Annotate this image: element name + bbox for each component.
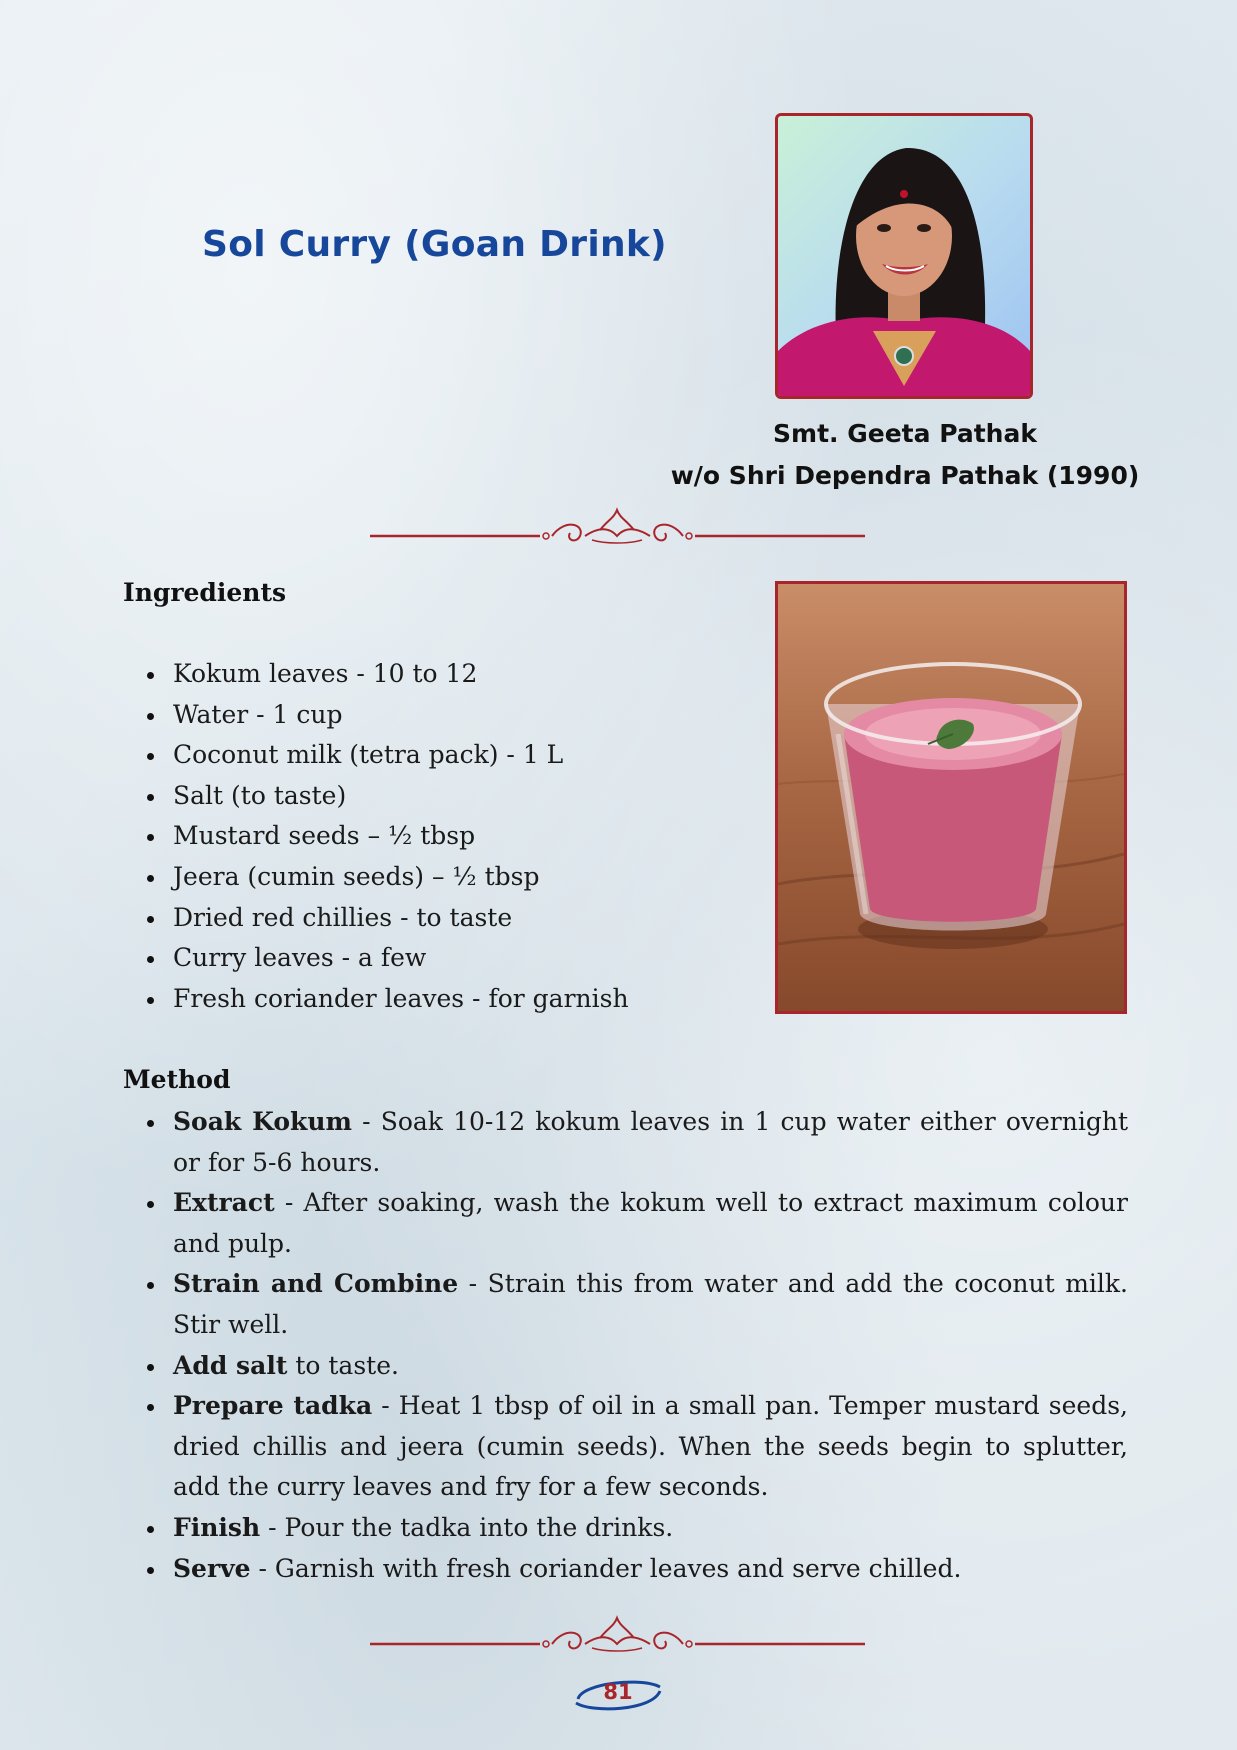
sol-curry-glass-illustration (778, 584, 1124, 1011)
method-step-text: - Garnish with fresh coriander leaves and serve chilled. (250, 1553, 962, 1583)
ingredients-heading: Ingredients (123, 578, 287, 607)
method-step-label: Serve (173, 1553, 251, 1583)
page-number: 81 (603, 1680, 633, 1704)
method-step (140, 1549, 1128, 1590)
method-step (140, 1183, 1128, 1264)
ingredient-item: Dried red chillies - to taste (140, 898, 760, 939)
method-step-label: Strain and Combine (173, 1269, 459, 1299)
ingredient-item: Curry leaves - a few (140, 938, 760, 979)
method-step (140, 1346, 1128, 1387)
method-step-label: Soak Kokum (173, 1107, 352, 1136)
recipe-title: Sol Curry (Goan Drink) (202, 224, 667, 265)
method-step (140, 1508, 1128, 1549)
author-portrait (775, 113, 1033, 399)
method-step-label: Finish (173, 1512, 261, 1542)
ingredient-item: Mustard seeds – ½ tbsp (140, 816, 760, 857)
method-step-text: to taste. (287, 1350, 399, 1380)
method-step (140, 1386, 1128, 1508)
ingredient-item: Salt (to taste) (140, 776, 760, 817)
method-step-text: - Heat 1 tbsp of oil in a small pan. Temper mustard seeds, dried chillis and jeera (cumin seeds). When the seeds begin to splutter, add the curry leaves and fry for a few seconds. (173, 1391, 1128, 1502)
ornamental-divider-icon (370, 506, 865, 546)
ingredient-item: Kokum leaves - 10 to 12 (140, 654, 760, 695)
method-step-text: - Strain this from water and add the coconut milk. Stir well. (173, 1269, 1128, 1339)
method-list (140, 1102, 1128, 1589)
author-relation: w/o Shri Dependra Pathak (1990) (670, 461, 1140, 490)
drink-photo (775, 581, 1127, 1014)
method-step-text: - After soaking, wash the kokum well to extract maximum colour and pulp. (173, 1188, 1128, 1258)
method-step-text: - Pour the tadka into the drinks. (260, 1512, 674, 1542)
method-step (140, 1264, 1128, 1345)
ingredient-item: Fresh coriander leaves - for garnish (140, 979, 760, 1020)
ingredient-item: Water - 1 cup (140, 695, 760, 736)
method-step-label: Prepare tadka (173, 1391, 373, 1421)
method-step-label: Extract (173, 1188, 275, 1218)
ingredient-item: Jeera (cumin seeds) – ½ tbsp (140, 857, 760, 898)
method-step (140, 1102, 1128, 1183)
ingredients-list (140, 654, 760, 1019)
ingredient-item: Coconut milk (tetra pack) - 1 L (140, 735, 760, 776)
author-credit (640, 413, 1170, 497)
method-step-label: Add salt (173, 1350, 288, 1380)
method-step-text: - Soak 10-12 kokum leaves in 1 cup water either overnight or for 5-6 hours. (173, 1107, 1128, 1177)
author-name: Smt. Geeta Pathak (773, 419, 1037, 448)
method-heading: Method (123, 1065, 231, 1094)
ornamental-divider-icon (370, 1614, 865, 1654)
author-photo-illustration (778, 116, 1030, 396)
